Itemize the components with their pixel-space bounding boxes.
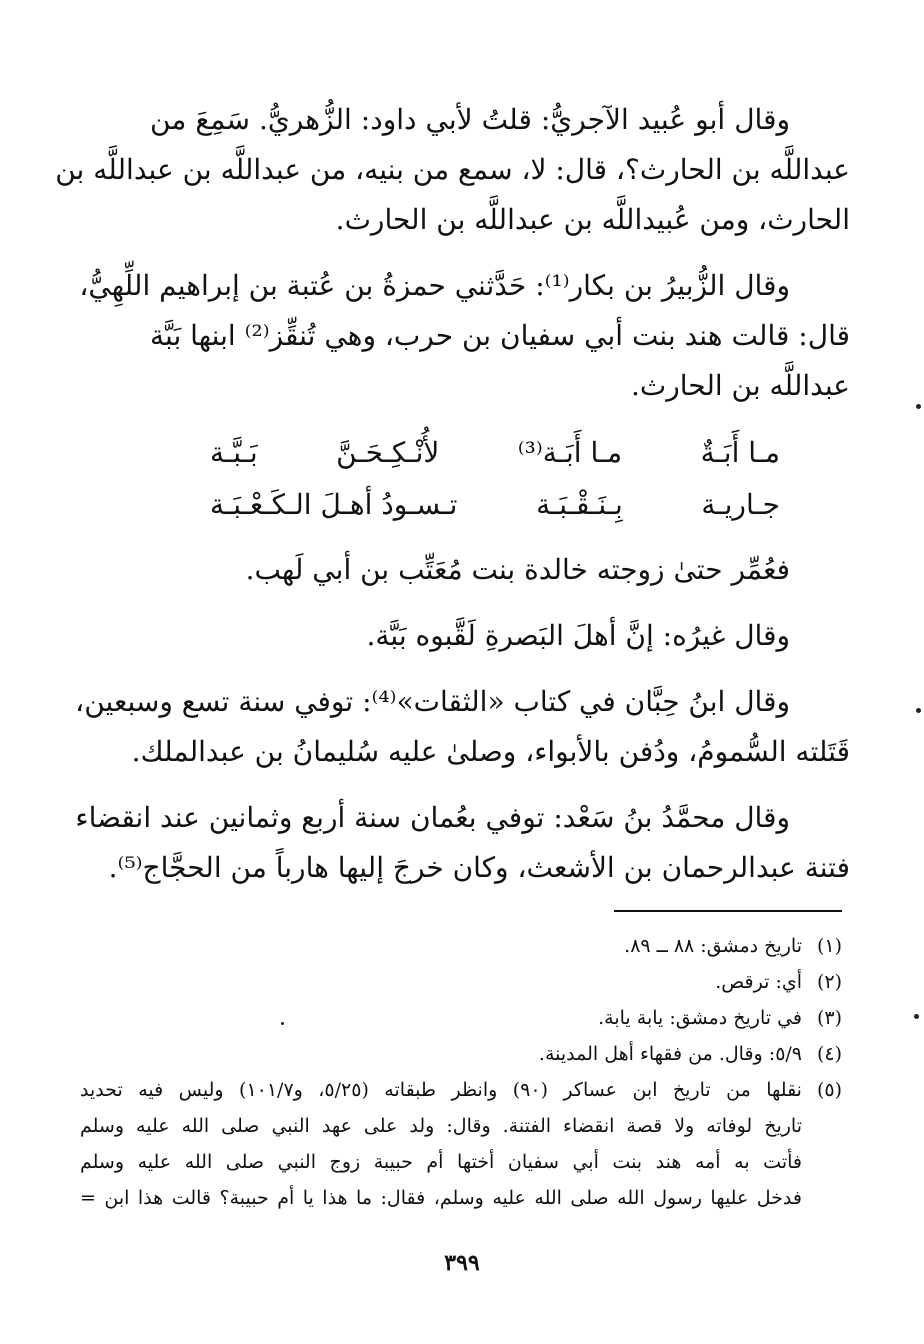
poem-word: مـا أَبَـةٌ [700,436,780,469]
footnote [80,1036,842,1072]
page-number: ٣٩٩ [444,1250,480,1276]
poem-word: جـاريـة [701,488,780,521]
footnote-number: (٤) [816,1043,842,1065]
text-line: فعُمِّر حتىٰ زوجته خالدة بنت مُعَتِّب بن أبي لَهب. [245,553,790,586]
footnote [80,1072,842,1216]
footnote-line: نقلها من تاريخ ابن عساكر (٩٠) وانظر طبقاته (٥/٢٥، و١٠١/٧) وليس فيه تحديد [80,1079,802,1101]
footnote-number: (٥) [816,1079,842,1101]
footnote-line: فأتت به أمه هند بنت أبي سفيان أختها أم حبيبة زوج النبي صلى الله عليه وسلم [80,1151,802,1173]
paragraph-ajurri [55,95,850,245]
poem-word: مـا أَبَـة⁽³⁾ [517,436,623,469]
scan-speck [281,1022,284,1025]
paragraph-zubayr [79,261,851,411]
footnote [80,928,842,964]
footnote-line: فدخل عليها رسول الله صلى الله عليه وسلم، فقال: ما هذا يا أم حبيبة؟ قالت هذا ابن = [80,1187,802,1209]
footnotes [80,928,842,1216]
poem-verse [210,427,780,479]
text-line: عبداللَّه بن الحارث؟، قال: لا، سمع من بنيه، من عبداللَّه بن عبداللَّه بن [55,153,850,186]
text-line: وقال أبو عُبيد الآجريُّ: قلتُ لأبي داود: الزُّهريُّ. سَمِعَ من [150,103,790,136]
footnote-line: أي: ترقص. [715,971,802,993]
footnote-line: في تاريخ دمشق: يابة يابة. [598,1007,802,1029]
footnote-line: ٥/٩: وقال. من فقهاء أهل المدينة. [538,1043,802,1065]
text-line: وقال ابنُ حِبَّان في كتاب «الثقات»⁽⁴⁾: توفي سنة تسع وسبعين، [75,685,790,718]
scan-speck [914,1014,919,1019]
text-line: قال: قالت هند بنت أبي سفيان بن حرب، وهي تُنقِّز⁽²⁾ ابنها بَبَّة [150,319,851,352]
poem [150,427,850,531]
footnote-separator [614,910,842,912]
footnote-number: (٣) [816,1007,842,1029]
footnote [80,1000,842,1036]
text-line: الحارث، ومن عُبيداللَّه بن عبداللَّه بن الحارث. [335,203,850,236]
text-line: عبداللَّه بن الحارث. [630,369,850,402]
poem-word: لأُنْـكِـحَـنَّ [336,436,440,469]
text-line: وقال الزُّبيرُ بن بكار⁽¹⁾: حَدَّثني حمزةُ بن عُتبة بن إبراهيم اللِّهِيُّ، [79,269,790,302]
poem-word: بِـنَـقْـبَـة [536,488,623,521]
poem-word: تـسـودُ أهـلَ الـكَـعْـبَـة [210,488,458,521]
footnote-line: تاريخ لوفاته ولا قصة انقضاء الفتنة. وقال: ولد على عهد النبي صلى الله عليه وسلم [80,1115,802,1137]
paragraph-khalida [150,545,850,595]
paragraph-ibn-hibban [75,677,850,777]
text-line: قَتَلته السُّمومُ، ودُفن بالأبواء، وصلىٰ عليه سُليمانُ بن عبدالملك. [131,735,850,768]
page-body [55,95,851,909]
footnote [80,964,842,1000]
poem-verse [210,479,780,531]
scan-speck [916,404,921,409]
footnote-line: تاريخ دمشق: ٨٨ ــ ٨٩. [624,935,802,957]
text-line: وقال محمَّدُ بنُ سَعْد: توفي بعُمان سنة أربع وثمانين عند انقضاء [75,801,790,834]
footnote-number: (٢) [816,971,842,993]
text-line: وقال غيرُه: إنَّ أهلَ البَصرةِ لَقَّبوه بَبَّة. [366,619,790,652]
paragraph-basra [150,611,850,661]
scan-speck [916,708,921,713]
text-line: فتنة عبدالرحمان بن الأشعث، وكان خرجَ إليها هارباً من الحجَّاج⁽⁵⁾. [108,851,850,884]
poem-word: بَـبَّـة [210,436,258,469]
paragraph-ibn-saad [75,793,850,893]
footnote-number: (١) [816,935,842,957]
